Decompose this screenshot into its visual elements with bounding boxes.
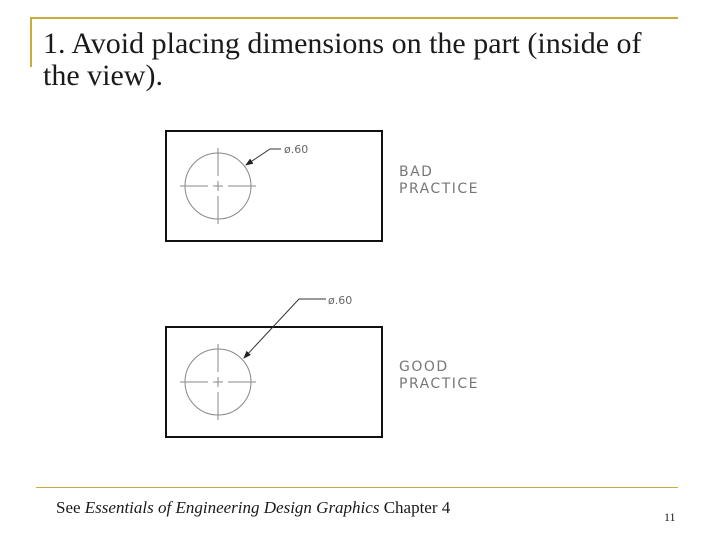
good-label-line1: GOOD <box>399 359 449 375</box>
source-citation <box>56 498 450 518</box>
source-book-title: Essentials of Engineering Design Graphics <box>84 498 380 517</box>
footer-rule <box>36 487 678 488</box>
page-number: 11 <box>664 510 676 524</box>
bad-centerline <box>180 148 256 224</box>
bad-label-line1: BAD <box>399 164 434 180</box>
source-see: See <box>56 498 81 517</box>
bad-practice-example <box>166 131 479 241</box>
source-chapter: Chapter 4 <box>383 498 451 517</box>
bad-leader-line <box>246 149 281 165</box>
bad-label-line2: PRACTICE <box>399 181 480 197</box>
slide-title: 1. Avoid placing dimensions on the part (inside of the view). <box>43 27 642 92</box>
good-dimension-text: ø.60 <box>328 294 353 307</box>
bad-dimension-text: ø.60 <box>284 143 309 156</box>
good-label-line2: PRACTICE <box>399 376 480 392</box>
good-centerline <box>180 344 256 420</box>
good-leader-line <box>244 299 326 358</box>
good-practice-example <box>166 294 479 437</box>
